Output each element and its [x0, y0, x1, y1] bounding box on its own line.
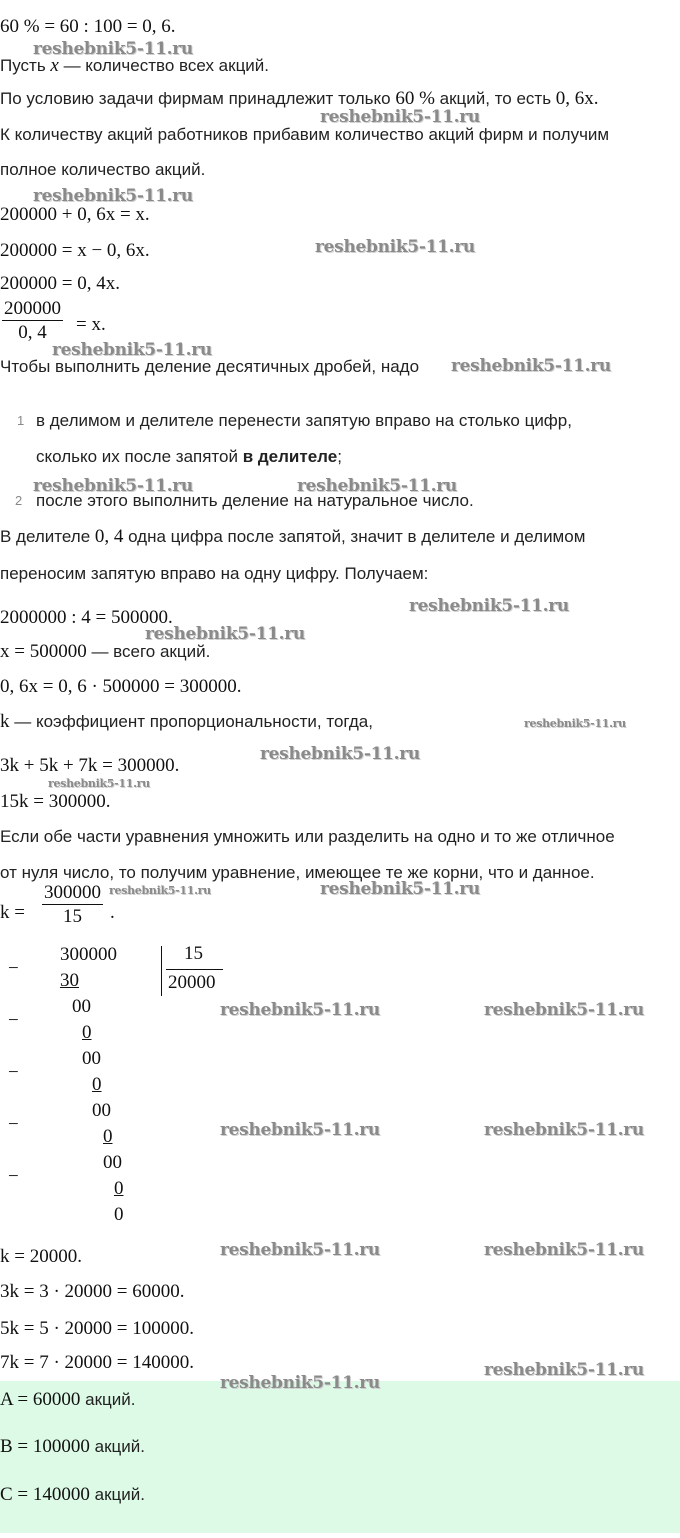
watermark: reshebnik5-11.ru [409, 596, 569, 616]
math: B = 100000 [0, 1436, 90, 1457]
list-item: после этого выполнить деление на натуральное число. [36, 491, 474, 510]
minus-sign: − [8, 1114, 19, 1135]
answer-b [0, 1436, 145, 1458]
equation: 200000 = 0, 4x. [0, 273, 120, 294]
list-number: 2 [15, 493, 23, 508]
text-coefficient [0, 711, 373, 733]
math: k [0, 711, 10, 732]
watermark: reshebnik5-11.ru [145, 624, 305, 644]
equation: 2000000 : 4 = 500000. [0, 607, 173, 628]
subtrahend: 30 [60, 970, 79, 991]
math-x: x [50, 55, 59, 76]
math: C = 140000 [0, 1484, 90, 1505]
text: акций, то есть [434, 89, 556, 108]
text-paragraph: Чтобы выполнить деление десятичных дробей, надо [0, 357, 420, 376]
text: акций. [80, 1390, 136, 1409]
watermark: reshebnik5-11.ru [320, 879, 480, 899]
math: 0, 6x. [555, 88, 599, 109]
watermark: reshebnik5-11.ru [484, 1120, 644, 1140]
watermark: reshebnik5-11.ru [220, 1000, 380, 1020]
remainder: 00 [82, 1048, 101, 1069]
remainder: 00 [92, 1100, 111, 1121]
watermark: reshebnik5-11.ru [484, 1240, 644, 1260]
text-condition [0, 88, 599, 110]
final-remainder: 0 [114, 1204, 124, 1225]
text: — коэффициент пропорциональности, тогда, [9, 712, 373, 731]
text-paragraph: от нуля число, то получим уравнение, имеющее те же корни, что и данное. [0, 863, 595, 882]
equation: 3k = 3 · 20000 = 60000. [0, 1281, 185, 1302]
remainder: 00 [72, 996, 91, 1017]
equation: 0, 6x = 0, 6 · 500000 = 300000. [0, 676, 242, 697]
equation: k = 20000. [0, 1246, 82, 1267]
text: ; [337, 447, 342, 466]
division-vertical-bar [161, 946, 162, 996]
numerator: 300000 [44, 882, 101, 903]
fraction-300000-over-15 [42, 882, 103, 929]
equation: 200000 = x − 0, 6x. [0, 240, 150, 261]
text: акций. [89, 1485, 145, 1504]
text: акций. [89, 1437, 145, 1456]
watermark: reshebnik5-11.ru [220, 1240, 380, 1260]
dividend: 300000 [60, 944, 117, 965]
equation: 5k = 5 · 20000 = 100000. [0, 1318, 195, 1339]
math: A = 60000 [0, 1389, 81, 1410]
equation: 3k + 5k + 7k = 300000. [0, 755, 180, 776]
watermark: reshebnik5-11.ru [524, 717, 626, 730]
watermark: reshebnik5-11.ru [52, 340, 212, 360]
math: x = 500000 [0, 641, 87, 662]
equation-percent: 60 % = 60 : 100 = 0, 6. [0, 16, 176, 37]
list-number: 1 [17, 413, 25, 428]
minus-sign: − [8, 1166, 19, 1187]
equation: 15k = 300000. [0, 791, 111, 812]
text: В делителе [0, 527, 95, 546]
equation: = x. [76, 314, 106, 335]
text-paragraph: К количеству акций работников прибавим количество акций фирм и получим [0, 125, 610, 144]
watermark: reshebnik5-11.ru [220, 1120, 380, 1140]
text: — всего акций. [86, 642, 211, 661]
minus-sign: − [8, 958, 19, 979]
divisor: 15 [184, 943, 203, 964]
remainder: 00 [103, 1152, 122, 1173]
text: По условию задачи фирмам принадлежит только [0, 89, 396, 108]
answer-c [0, 1484, 145, 1506]
text: — количество всех акций. [58, 56, 270, 75]
watermark: reshebnik5-11.ru [260, 744, 420, 764]
watermark: reshebnik5-11.ru [315, 237, 475, 257]
list-item-continued [36, 446, 342, 468]
text: Пусть [0, 56, 51, 75]
minus-sign: − [8, 1062, 19, 1083]
list-item: в делимом и делителе перенести запятую вправо на столько цифр, [36, 411, 572, 430]
subtrahend: 0 [92, 1074, 102, 1095]
equation-lhs: k = [0, 902, 25, 923]
text: одна цифра после запятой, значит в делителе и делимом [123, 527, 586, 546]
watermark: reshebnik5-11.ru [220, 1373, 380, 1393]
watermark: reshebnik5-11.ru [297, 476, 457, 496]
math: 0, 4 [94, 526, 124, 547]
answer-a [0, 1389, 135, 1411]
subtrahend: 0 [82, 1022, 92, 1043]
numerator: 200000 [4, 298, 61, 319]
text-paragraph [0, 526, 585, 548]
denominator: 15 [63, 906, 82, 927]
denominator: 0, 4 [18, 322, 47, 343]
equation: 200000 + 0, 6x = x. [0, 204, 150, 225]
subtrahend: 0 [103, 1126, 113, 1147]
divisor-underline [166, 969, 223, 970]
subtrahend: 0 [114, 1178, 124, 1199]
text-paragraph: полное количество акций. [0, 160, 206, 179]
equation-end: . [110, 902, 115, 923]
watermark: reshebnik5-11.ru [320, 107, 480, 127]
watermark: reshebnik5-11.ru [33, 39, 193, 59]
watermark: reshebnik5-11.ru [33, 186, 193, 206]
minus-sign: − [8, 1010, 19, 1031]
text: сколько их после запятой [36, 447, 243, 466]
text-paragraph: переносим запятую вправо на одну цифру. Получаем: [0, 564, 429, 583]
watermark: reshebnik5-11.ru [48, 777, 150, 790]
quotient: 20000 [168, 972, 216, 993]
text-paragraph: Если обе части уравнения умножить или разделить на одно и то же отличное [0, 827, 615, 846]
fraction-200000-over-0-4 [2, 298, 63, 345]
watermark: reshebnik5-11.ru [484, 1000, 644, 1020]
watermark: reshebnik5-11.ru [451, 356, 611, 376]
watermark: reshebnik5-11.ru [109, 884, 211, 897]
answer-box [0, 1381, 680, 1533]
math: 60 % [395, 88, 435, 109]
bold-text: в делителе [242, 447, 338, 466]
watermark: reshebnik5-11.ru [33, 476, 193, 496]
equation: 7k = 7 · 20000 = 140000. [0, 1352, 195, 1373]
watermark: reshebnik5-11.ru [484, 1360, 644, 1380]
equation-total [0, 641, 210, 663]
